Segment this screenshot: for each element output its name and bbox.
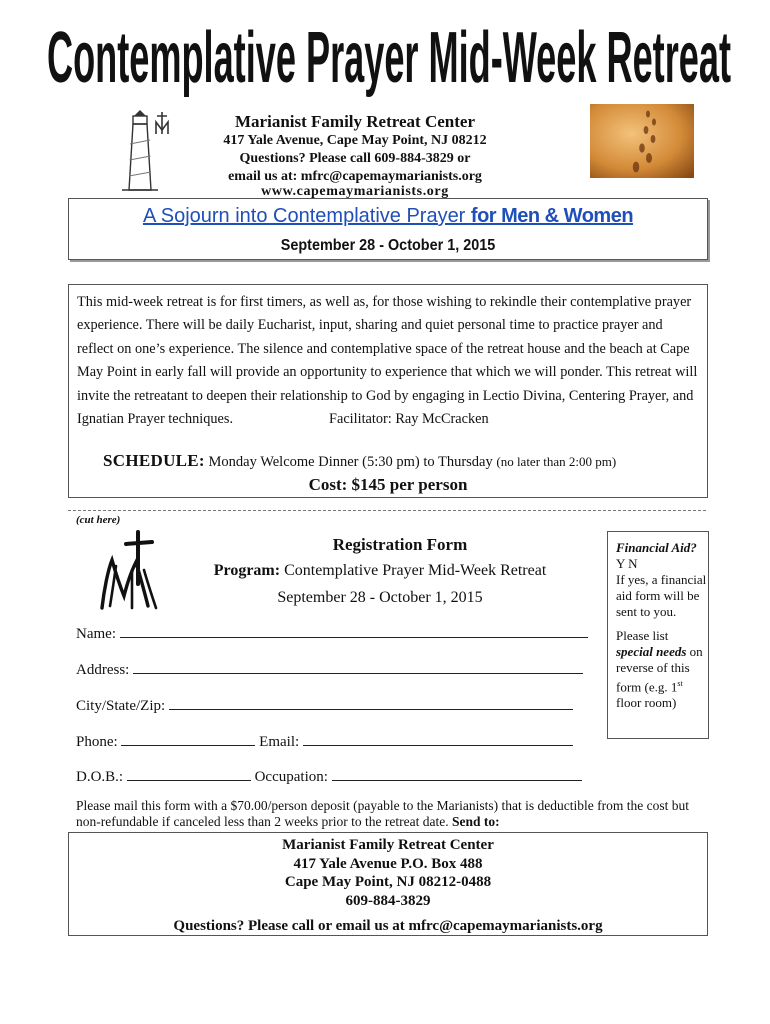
mail-text: Please mail this form with a $70.00/person deposit (payable to the Marianists) that is deductible from the cost but non-refundable if canceled less than 2 weeks prior to the retreat date. [76, 798, 689, 829]
schedule [103, 451, 703, 471]
cut-line-divider [68, 510, 706, 511]
financial-aid-title: Financial Aid? [616, 540, 697, 555]
cost: Cost: $145 per person [308, 475, 468, 494]
email-field[interactable] [303, 731, 573, 746]
program-line [190, 562, 570, 580]
phone-email-row [76, 731, 573, 751]
footprints-in-sand-image [590, 104, 694, 178]
org-name: Marianist Family Retreat Center [235, 112, 475, 131]
name-field[interactable] [120, 623, 588, 638]
questions-line: Questions? Please call 609-884-3829 or [239, 151, 471, 166]
schedule-text: Monday Welcome Dinner (5:30 pm) to Thursday [204, 454, 497, 470]
retreat-dates: September 28 - October 1, 2015 [280, 237, 496, 254]
address-line: 417 Yale Avenue, Cape May Point, NJ 08212 [223, 133, 487, 148]
banner-title-regular: A Sojourn into Contemplative Prayer [142, 205, 471, 227]
name-label: Name: [76, 626, 116, 642]
registration-title: Registration Form [332, 535, 468, 554]
special-needs-emphasis: special needs [616, 644, 687, 659]
page-title [44, 16, 734, 98]
city-state-zip-label: City/State/Zip: [76, 698, 166, 714]
mail-instructions [76, 798, 706, 830]
schedule-label: SCHEDULE: [103, 451, 205, 470]
address-label: Address: [76, 662, 130, 678]
financial-aid-options[interactable]: Y N [616, 556, 638, 571]
send-address-line4: 609-884-3829 [345, 892, 431, 909]
website-link[interactable]: www.capemaymarianists.org [261, 184, 449, 199]
special-needs-note [616, 628, 708, 711]
program-label: Program: [213, 562, 281, 579]
lighthouse-logo-icon [118, 104, 182, 196]
marianist-cross-logo-icon [92, 530, 172, 612]
dob-occupation-row [76, 766, 582, 786]
city-state-zip-field[interactable] [169, 695, 573, 710]
page-title-text: Contemplative Prayer Mid-Week Retreat [47, 18, 732, 98]
name-row [76, 623, 588, 643]
special-needs-superscript: st [677, 679, 683, 688]
facilitator: Facilitator: Ray McCracken [329, 411, 489, 428]
occupation-field[interactable] [332, 766, 582, 781]
program-value: Contemplative Prayer Mid-Week Retreat [280, 562, 547, 579]
send-address-line3: Cape May Point, NJ 08212-0488 [284, 874, 492, 890]
questions-footer: Questions? Please call or email us at mfrc@capemaymarianists.org [173, 918, 603, 934]
banner-title-bold: for Men & Women [470, 205, 634, 227]
address-field[interactable] [133, 659, 583, 674]
city-state-zip-row [76, 695, 573, 715]
address-row [76, 659, 583, 679]
description-text [77, 291, 702, 431]
dob-field[interactable] [127, 766, 251, 781]
cut-here-label: (cut here) [76, 514, 121, 526]
send-to-label: Send to: [451, 814, 500, 829]
registration-dates: September 28 - October 1, 2015 [277, 589, 483, 606]
phone-field[interactable] [121, 731, 255, 746]
retreat-banner-title [69, 205, 707, 228]
financial-aid-content [616, 540, 708, 711]
send-address-line1: Marianist Family Retreat Center [282, 837, 494, 853]
description-body: This mid-week retreat is for first timers, as well as, for those wishing to rekindle their contemplative prayer experience. There will be daily Eucharist, input, sharing and quiet personal time to practice prayer and reflect on one’s experience. The silence and contemplative space of the retreat house and the beach at Cape May Point in early fall will provide an opportunity to experience that which we will ponder. This retreat will invite the retreatant to deepen their relationship to God by engaging in Lectio Divina, Centering Prayer, and Ignatian Prayer techniques. [77, 294, 698, 428]
schedule-note: (no later than 2:00 pm) [496, 454, 617, 469]
occupation-label: Occupation: [254, 769, 328, 785]
special-needs-end: floor room) [616, 695, 677, 711]
send-address-box [68, 832, 708, 936]
retreat-banner [68, 198, 708, 260]
financial-aid-info: If yes, a financial aid form will be sent to you. [616, 572, 707, 619]
send-address-line2: 417 Yale Avenue P.O. Box 488 [293, 855, 483, 872]
email-line: email us at: mfrc@capemaymarianists.org [228, 169, 482, 184]
phone-label: Phone: [76, 734, 118, 750]
header-contact [200, 132, 510, 186]
financial-aid-box [607, 531, 709, 739]
dob-label: D.O.B.: [76, 769, 124, 785]
send-address [69, 836, 707, 910]
email-label: Email: [259, 734, 300, 750]
special-needs-prefix: Please list [616, 628, 669, 643]
description-box [68, 284, 708, 498]
special-needs-suffix: on reverse of this form (e.g. 1 [616, 644, 703, 695]
